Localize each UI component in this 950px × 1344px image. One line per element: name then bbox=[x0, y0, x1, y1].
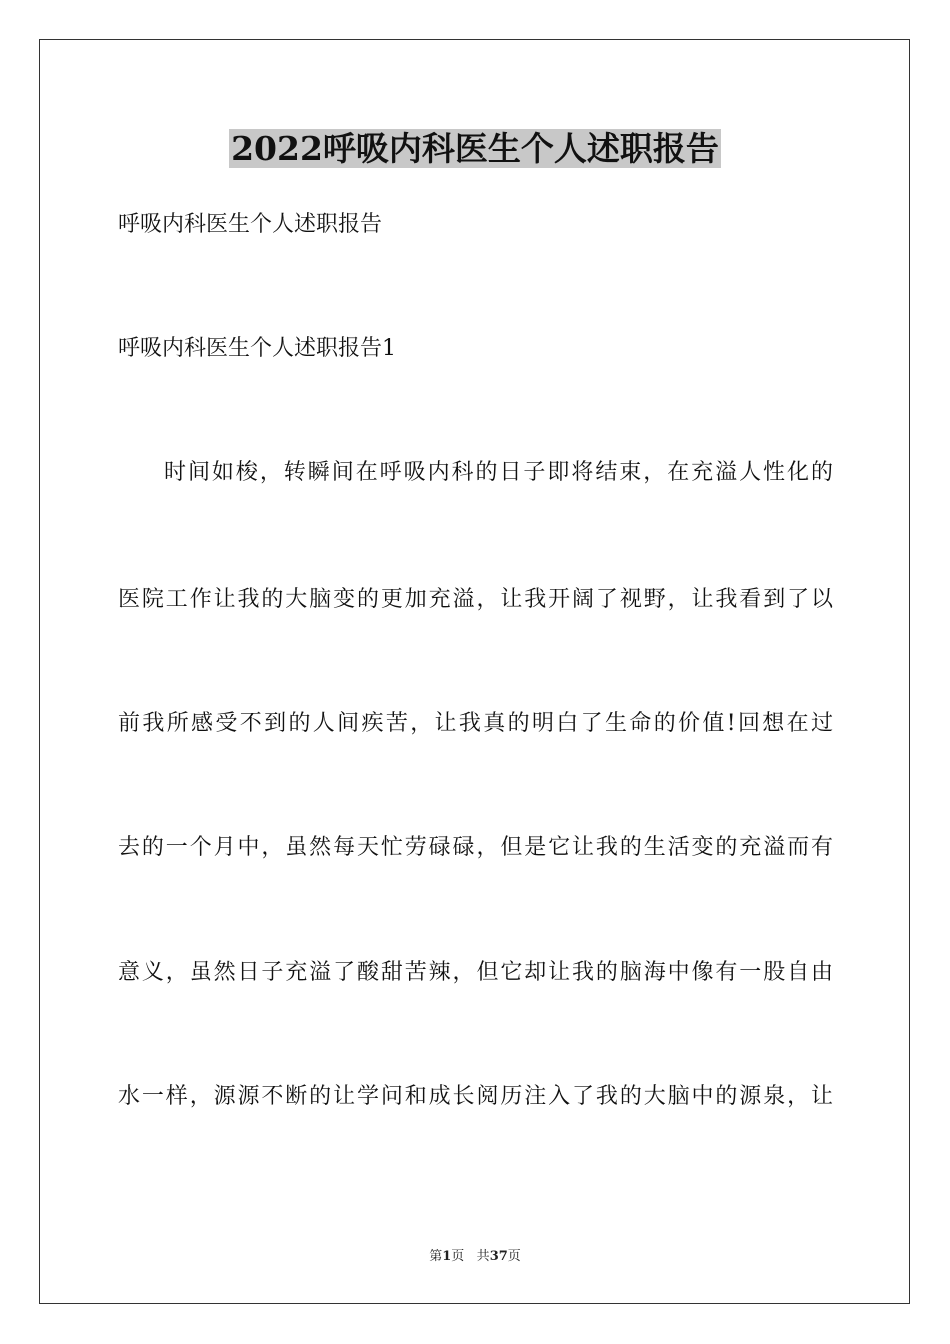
paragraph-line: 水一样，源源不断的让学问和成长阅历注入了我的大脑中的源泉，让 bbox=[118, 1084, 833, 1109]
total-prefix: 共 bbox=[476, 1249, 490, 1264]
page-footer bbox=[0, 1248, 950, 1266]
total-page-count: 37 bbox=[489, 1249, 508, 1264]
paragraph-line: 时间如梭，转瞬间在呼吸内科的日子即将结束，在充溢人性化的 bbox=[164, 460, 833, 485]
page-suffix: 页 bbox=[451, 1249, 465, 1264]
document-title-text: 2022呼吸内科医生个人述职报告 bbox=[231, 129, 719, 168]
current-page-number: 1 bbox=[442, 1249, 452, 1264]
paragraph-line: 医院工作让我的大脑变的更加充溢，让我开阔了视野，让我看到了以 bbox=[118, 587, 833, 612]
paragraph-line: 前我所感受不到的人间疾苦，让我真的明白了生命的价值!回想在过 bbox=[118, 711, 833, 736]
document-title bbox=[0, 126, 950, 172]
total-suffix: 页 bbox=[507, 1249, 521, 1264]
paragraph-line: 意义，虽然日子充溢了酸甜苦辣，但它却让我的脑海中像有一股自由 bbox=[118, 960, 833, 985]
paragraph-line: 去的一个月中，虽然每天忙劳碌碌，但是它让我的生活变的充溢而有 bbox=[118, 835, 833, 860]
page-prefix: 第 bbox=[429, 1249, 443, 1264]
document-subtitle: 呼吸内科医生个人述职报告 bbox=[118, 212, 383, 237]
section-heading: 呼吸内科医生个人述职报告1 bbox=[118, 336, 396, 361]
